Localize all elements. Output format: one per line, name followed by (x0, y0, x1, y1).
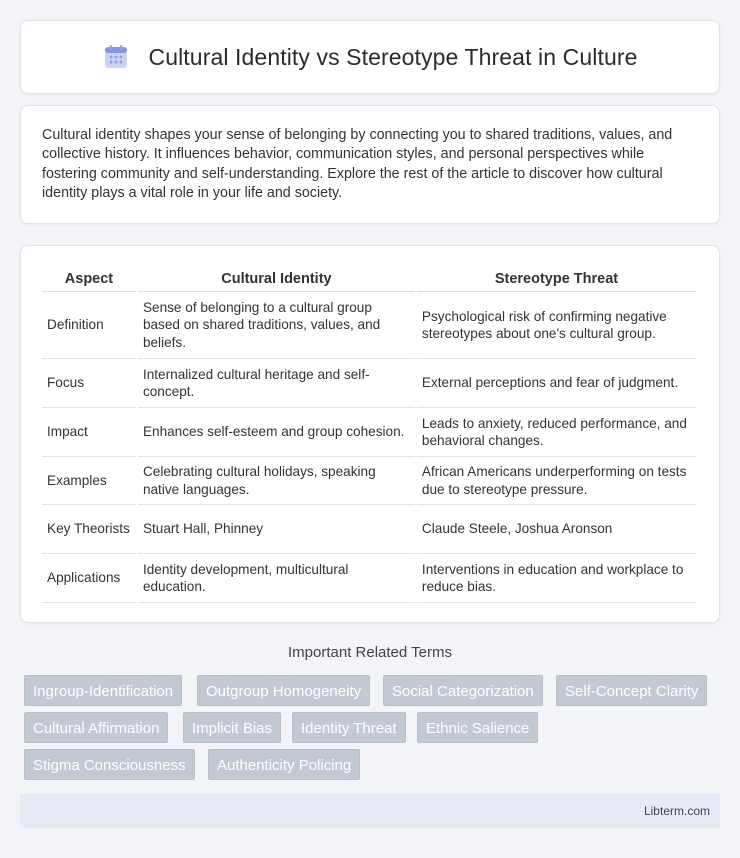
stereotype-threat-cell: African Americans underperforming on tests due to stereotype pressure. (417, 457, 696, 505)
stereotype-threat-cell: External perceptions and fear of judgment. (417, 359, 696, 408)
cultural-identity-cell: Sense of belonging to a cultural group based on shared traditions, values, and beliefs. (138, 292, 415, 359)
page-title: Cultural Identity vs Stereotype Threat in Culture (148, 43, 638, 70)
header-card (20, 20, 720, 94)
intro-text: Cultural identity shapes your sense of belonging by connecting you to shared traditions, values, and collective history. It influences behavior, communication styles, and personal perspectives while fostering community and self-understanding. Explore the rest of the article to discover how cultural identity plays a vital role in your life and society. (42, 127, 673, 202)
cultural-identity-cell: Internalized cultural heritage and self-concept. (138, 359, 415, 408)
column-header: Stereotype Threat (417, 266, 696, 292)
cultural-identity-cell: Identity development, multicultural education. (138, 554, 415, 603)
related-term-tag[interactable]: Identity Threat (292, 712, 406, 743)
table-row (42, 359, 696, 408)
aspect-cell: Applications (42, 554, 136, 603)
related-term-tag[interactable]: Self-Concept Clarity (556, 675, 707, 706)
stereotype-threat-cell: Leads to anxiety, reduced performance, and behavioral changes. (417, 408, 696, 457)
intro-card (20, 105, 720, 224)
cultural-identity-cell: Celebrating cultural holidays, speaking native languages. (138, 457, 415, 505)
aspect-cell: Examples (42, 457, 136, 505)
related-term-tag[interactable]: Authenticity Policing (208, 749, 360, 780)
column-header: Cultural Identity (138, 266, 415, 292)
stereotype-threat-cell: Interventions in education and workplace to reduce bias. (417, 554, 696, 603)
related-term-tag[interactable]: Implicit Bias (183, 712, 281, 743)
stereotype-threat-cell: Claude Steele, Joshua Aronson (417, 505, 696, 554)
calendar-grid-icon (103, 44, 129, 70)
column-header: Aspect (42, 266, 136, 292)
related-term-tag[interactable]: Ingroup-Identification (24, 675, 182, 706)
footer-site-link[interactable]: Libterm.com (643, 804, 710, 818)
aspect-cell: Impact (42, 408, 136, 457)
comparison-table-card (20, 245, 720, 623)
cultural-identity-cell: Stuart Hall, Phinney (138, 505, 415, 554)
related-term-tag[interactable]: Outgroup Homogeneity (197, 675, 370, 706)
aspect-cell: Key Theorists (42, 505, 136, 554)
footer (20, 794, 720, 828)
table-header-row (42, 266, 696, 292)
table-row (42, 292, 696, 359)
cultural-identity-cell: Enhances self-esteem and group cohesion. (138, 408, 415, 457)
stereotype-threat-cell: Psychological risk of confirming negative stereotypes about one's cultural group. (417, 292, 696, 359)
related-term-tag[interactable]: Social Categorization (383, 675, 543, 706)
aspect-cell: Definition (42, 292, 136, 359)
table-row (42, 554, 696, 603)
table-row (42, 408, 696, 457)
table-row (42, 505, 696, 554)
aspect-cell: Focus (42, 359, 136, 408)
related-term-tag[interactable]: Stigma Consciousness (24, 749, 195, 780)
related-term-tag[interactable]: Ethnic Salience (417, 712, 538, 743)
comparison-table (40, 266, 698, 603)
table-row (42, 457, 696, 505)
related-terms-heading: Important Related Terms (288, 644, 452, 661)
related-term-tag[interactable]: Cultural Affirmation (24, 712, 168, 743)
